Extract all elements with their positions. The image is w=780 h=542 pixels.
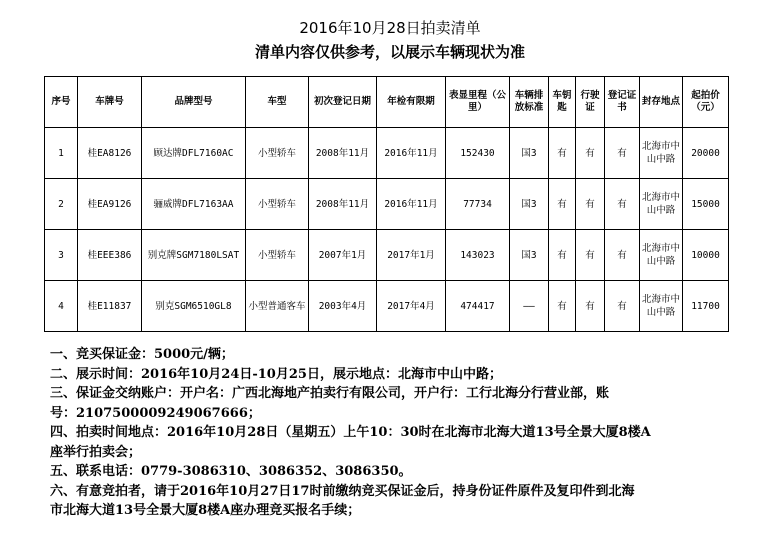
cell-mileage: 77734: [446, 179, 510, 230]
cell-key: 有: [549, 230, 576, 281]
cell-reg-date: 2008年11月: [309, 128, 377, 179]
cell-emission: 国3: [510, 230, 549, 281]
cell-reg-date: 2007年1月: [309, 230, 377, 281]
cell-license: 有: [576, 128, 605, 179]
cell-type: 小型普通客车: [246, 281, 309, 332]
cell-location: 北海市中山中路: [640, 128, 683, 179]
cell-certificate: 有: [605, 281, 640, 332]
note-line: 三、保证金交纳账户：开户名：广西北海地产拍卖行有限公司，开户行：工行北海分行营业部，账: [50, 386, 610, 401]
cell-key: 有: [549, 281, 576, 332]
cell-location: 北海市中山中路: [640, 179, 683, 230]
cell-model: 顾达牌DFL7160AC: [142, 128, 246, 179]
cell-inspection: 2017年1月: [377, 230, 446, 281]
cell-mileage: 143023: [446, 230, 510, 281]
cell-inspection: 2017年4月: [377, 281, 446, 332]
cell-model: 别克牌SGM7180LSAT: [142, 230, 246, 281]
cell-location: 北海市中山中路: [640, 281, 683, 332]
col-header-key: 车钥匙: [549, 77, 576, 128]
cell-plate: 桂EA9126: [78, 179, 142, 230]
table-row: [45, 230, 729, 281]
col-header-price: 起拍价（元）: [683, 77, 729, 128]
cell-mileage: 152430: [446, 128, 510, 179]
cell-index: 3: [45, 230, 78, 281]
col-header-certificate: 登记证书: [605, 77, 640, 128]
cell-price: 20000: [683, 128, 729, 179]
col-header-plate: 车牌号: [78, 77, 142, 128]
auction-table: [44, 76, 729, 332]
page-subtitle: 清单内容仅供参考，以展示车辆现状为准: [254, 43, 525, 61]
cell-index: 4: [45, 281, 78, 332]
cell-index: 1: [45, 128, 78, 179]
cell-license: 有: [576, 281, 605, 332]
cell-price: 11700: [683, 281, 729, 332]
cell-location: 北海市中山中路: [640, 230, 683, 281]
cell-reg-date: 2008年11月: [309, 179, 377, 230]
cell-certificate: 有: [605, 179, 640, 230]
cell-mileage: 474417: [446, 281, 510, 332]
note-line: 四、拍卖时间地点：2016年10月28日（星期五）上午10：30时在北海市北海大道13号全景大厦8楼A: [50, 425, 651, 440]
cell-inspection: 2016年11月: [377, 128, 446, 179]
cell-license: 有: [576, 179, 605, 230]
note-line: 号：2107500009249067666；: [50, 405, 261, 421]
auction-notes: [50, 345, 750, 521]
cell-price: 15000: [683, 179, 729, 230]
cell-plate: 桂EEE386: [78, 230, 142, 281]
col-header-location: 封存地点: [640, 77, 683, 128]
cell-model: 骊威牌DFL7163AA: [142, 179, 246, 230]
cell-type: 小型轿车: [246, 128, 309, 179]
table-row: [45, 128, 729, 179]
col-header-index: 序号: [45, 77, 78, 128]
col-header-model: 品牌型号: [142, 77, 246, 128]
note-line: 二、展示时间：2016年10月24日-10月25日，展示地点：北海市中山中路；: [50, 366, 502, 382]
cell-inspection: 2016年11月: [377, 179, 446, 230]
table-row: [45, 281, 729, 332]
cell-plate: 桂EA8126: [78, 128, 142, 179]
table-header-row: [45, 77, 729, 128]
cell-model: 别克SGM6510GL8: [142, 281, 246, 332]
cell-emission: 国3: [510, 128, 549, 179]
note-line: 座举行拍卖会；: [50, 444, 142, 460]
col-header-inspection: 年检有限期: [377, 77, 446, 128]
col-header-license: 行驶证: [576, 77, 605, 128]
col-header-type: 车型: [246, 77, 309, 128]
cell-license: 有: [576, 230, 605, 281]
cell-key: 有: [549, 179, 576, 230]
cell-emission: ——: [510, 281, 549, 332]
col-header-reg-date: 初次登记日期: [309, 77, 377, 128]
cell-reg-date: 2003年4月: [309, 281, 377, 332]
col-header-emission: 车辆排放标准: [510, 77, 549, 128]
note-line: 五、联系电话：0779-3086310、3086352、3086350。: [50, 464, 412, 479]
cell-emission: 国3: [510, 179, 549, 230]
note-line: 六、有意竞拍者，请于2016年10月27日17时前缴纳竞买保证金后，持身份证件原件及复印件到北海: [50, 483, 635, 499]
cell-certificate: 有: [605, 128, 640, 179]
cell-plate: 桂E11837: [78, 281, 142, 332]
col-header-mileage: 表显里程（公里）: [446, 77, 510, 128]
cell-type: 小型轿车: [246, 230, 309, 281]
table-row: [45, 179, 729, 230]
cell-certificate: 有: [605, 230, 640, 281]
page-title: 2016年10月28日拍卖清单: [299, 19, 481, 37]
cell-type: 小型轿车: [246, 179, 309, 230]
note-line: 一、竞买保证金：5000元/辆；: [50, 347, 234, 362]
note-line: 市北海大道13号全景大厦8楼A座办理竞买报名手续；: [50, 503, 361, 518]
cell-index: 2: [45, 179, 78, 230]
cell-price: 10000: [683, 230, 729, 281]
cell-key: 有: [549, 128, 576, 179]
